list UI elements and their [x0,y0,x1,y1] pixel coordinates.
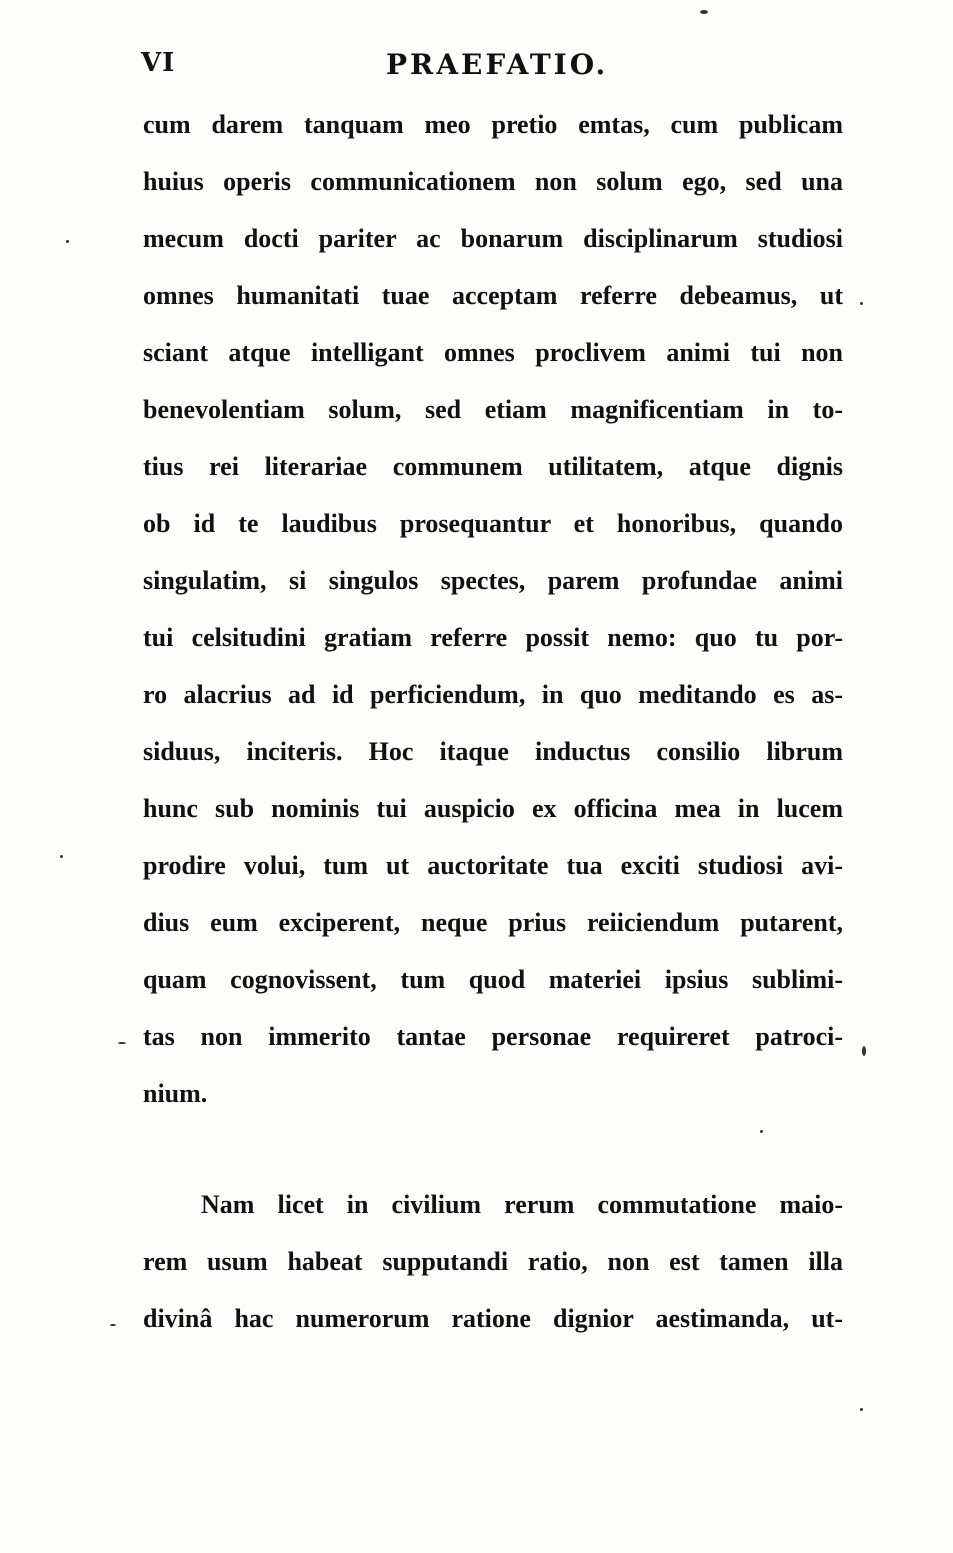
text-line: siduus, inciteris. Hoc itaque inductus consilio librum [143,737,843,766]
text-line: hunc sub nominis tui auspicio ex officina mea in lucem [143,794,843,823]
text-line: omnes humanitati tuae acceptam referre debeamus, ut [143,281,843,310]
running-title: PRAEFATIO. [386,48,609,81]
print-speck [60,855,63,858]
print-speck [860,1408,863,1411]
page-number: VI [141,48,176,78]
page-header [141,48,841,88]
paragraph-1 [143,96,843,1122]
print-speck [118,1042,126,1044]
print-speck [862,1046,866,1056]
print-speck [66,240,69,243]
text-line: mecum docti pariter ac bonarum disciplinarum studiosi [143,224,843,253]
print-speck [110,1324,116,1326]
text-line: divinâ hac numerorum ratione dignior aestimanda, ut- [143,1304,843,1333]
text-line: singulatim, si singulos spectes, parem profundae animi [143,566,843,595]
text-line: tui celsitudini gratiam referre possit nemo: quo tu por- [143,623,843,652]
paragraph-2 [143,1176,843,1347]
text-line: ro alacrius ad id perficiendum, in quo meditando es as- [143,680,843,709]
text-line: cum darem tanquam meo pretio emtas, cum publicam [143,110,843,139]
text-line: sciant atque intelligant omnes proclivem animi tui non [143,338,843,367]
text-line: tius rei literariae communem utilitatem, atque dignis [143,452,843,481]
text-line: prodire volui, tum ut auctoritate tua exciti studiosi avi- [143,851,843,880]
text-line: Nam licet in civilium rerum commutatione maio- [201,1190,843,1219]
text-line: benevolentiam solum, sed etiam magnificentiam in to- [143,395,843,424]
text-line: ob id te laudibus prosequantur et honoribus, quando [143,509,843,538]
print-speck [860,302,863,305]
text-line: dius eum exciperent, neque prius reiiciendum putarent, [143,908,843,937]
print-speck [700,10,708,14]
print-speck [760,1130,763,1133]
text-line: quam cognovissent, tum quod materiei ipsius sublimi- [143,965,843,994]
text-line: nium. [143,1079,208,1108]
text-line: huius operis communicationem non solum ego, sed una [143,167,843,196]
text-line: tas non immerito tantae personae requireret patroci- [143,1022,843,1051]
text-line: rem usum habeat supputandi ratio, non est tamen illa [143,1247,843,1276]
